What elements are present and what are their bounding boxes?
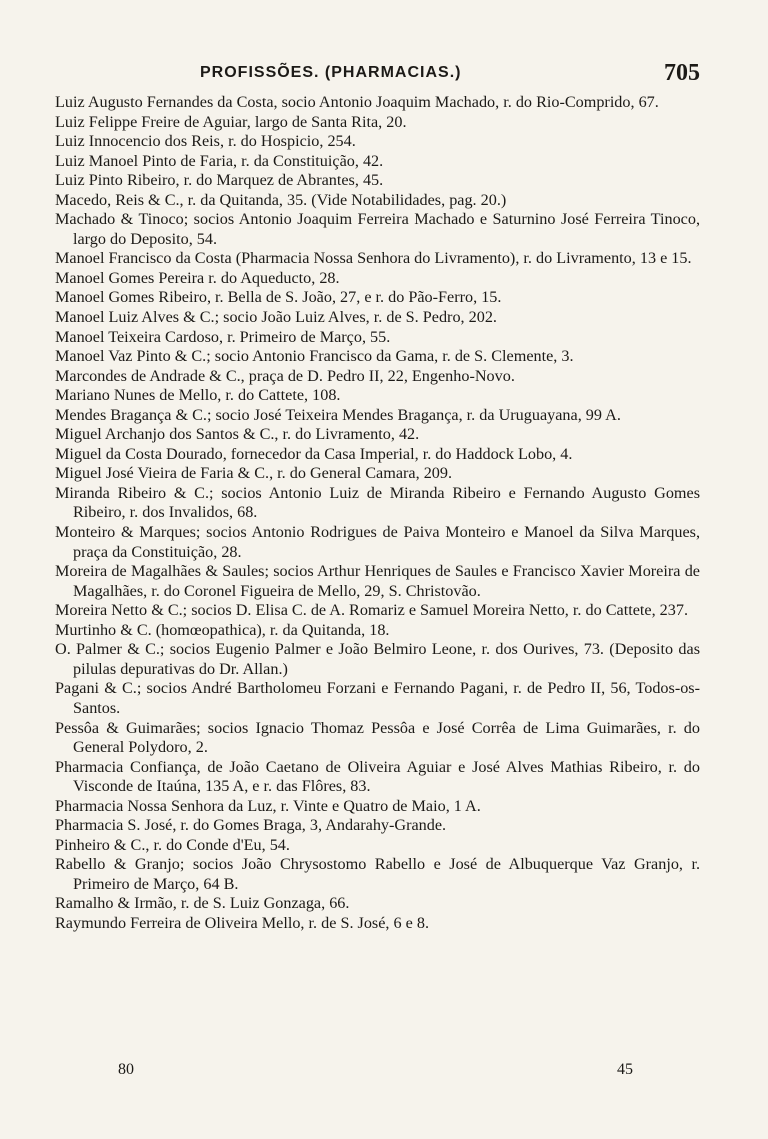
- margin-smudge: [730, 80, 760, 160]
- list-item: Mendes Bragança & C.; socio José Teixeira Mendes Bragança, r. da Uruguayana, 99 A.: [55, 405, 621, 424]
- list-item: Miguel José Vieira de Faria & C., r. do General Camara, 209.: [55, 464, 453, 483]
- list-item: Luiz Felippe Freire de Aguiar, largo de Santa Rita, 20.: [55, 112, 407, 131]
- list-item: Pharmacia Nossa Senhora da Luz, r. Vinte e Quatro de Maio, 1 A.: [55, 796, 481, 815]
- directory-list: [55, 93, 700, 934]
- list-item: Pharmacia S. José, r. do Gomes Braga, 3, Andarahy-Grande.: [55, 816, 447, 835]
- list-item: Pagani & C.; socios André Bartholomeu Forzani e Fernando Pagani, r. de Pedro II, 56, Todos-os-Santos.: [55, 679, 700, 717]
- list-item: Miguel Archanjo dos Santos & C., r. do Livramento, 42.: [55, 425, 420, 444]
- list-item: Manoel Vaz Pinto & C.; socio Antonio Francisco da Gama, r. de S. Clemente, 3.: [55, 347, 574, 366]
- list-item: Mariano Nunes de Mello, r. do Cattete, 108.: [55, 386, 341, 405]
- list-item: Manoel Gomes Pereira r. do Aqueducto, 28.: [55, 268, 340, 287]
- list-item: Luiz Augusto Fernandes da Costa, socio Antonio Joaquim Machado, r. do Rio-Comprido, 67.: [55, 93, 659, 111]
- list-item: Pessôa & Guimarães; socios Ignacio Thomaz Pessôa e José Corrêa de Lima Guimarães, r. do General Polydoro, 2.: [55, 718, 700, 757]
- page-header: [200, 60, 700, 90]
- list-item: Marcondes de Andrade & C., praça de D. Pedro II, 22, Engenho-Novo.: [55, 366, 515, 385]
- list-item: Murtinho & C. (homœopathica), r. da Quitanda, 18.: [55, 620, 390, 639]
- list-item: Raymundo Ferreira de Oliveira Mello, r. de S. José, 6 e 8.: [55, 913, 430, 932]
- list-item: Luiz Pinto Ribeiro, r. do Marquez de Abrantes, 45.: [55, 171, 384, 190]
- list-item: Moreira de Magalhães & Saules; socios Arthur Henriques de Saules e Francisco Xavier Moreira de Magalhães, r. do Coronel Figueira de Mello, 29, S. Christovão.: [55, 562, 700, 600]
- page-number: 705: [664, 60, 700, 86]
- list-item: Manoel Francisco da Costa (Pharmacia Nossa Senhora do Livramento), r. do Livramento, 13 e 15.: [55, 249, 692, 268]
- list-item: Pinheiro & C., r. do Conde d'Eu, 54.: [55, 835, 290, 854]
- list-item: Luiz Innocencio dos Reis, r. do Hospicio, 254.: [55, 132, 356, 151]
- list-item: Monteiro & Marques; socios Antonio Rodrigues de Paiva Monteiro e Manoel da Silva Marques, praça da Constituição, 28.: [55, 523, 700, 561]
- list-item: Manoel Luiz Alves & C.; socio João Luiz Alves, r. de S. Pedro, 202.: [55, 308, 497, 327]
- section-title: PROFISSÕES. (PHARMACIAS.): [200, 64, 462, 81]
- footer-right-number: 45: [617, 1061, 633, 1078]
- list-item: Machado & Tinoco; socios Antonio Joaquim Ferreira Machado e Saturnino José Ferreira Tinoco, largo do Deposito, 54.: [55, 210, 700, 248]
- list-item: O. Palmer & C.; socios Eugenio Palmer e João Belmiro Leone, r. dos Ourives, 73. (Deposito das pilulas depurativas do Dr. Allan.): [55, 640, 700, 678]
- list-item: Rabello & Granjo; socios João Chrysostomo Rabello e José de Albuquerque Vaz Granjo, r. Primeiro de Março, 64 B.: [55, 855, 700, 893]
- footer-left-number: 80: [118, 1061, 134, 1078]
- list-item: Miguel da Costa Dourado, fornecedor da Casa Imperial, r. do Haddock Lobo, 4.: [55, 444, 573, 463]
- list-item: Luiz Manoel Pinto de Faria, r. da Constituição, 42.: [55, 151, 384, 170]
- list-item: Macedo, Reis & C., r. da Quitanda, 35. (Vide Notabilidades, pag. 20.): [55, 190, 507, 209]
- list-item: Manoel Gomes Ribeiro, r. Bella de S. João, 27, e r. do Pão-Ferro, 15.: [55, 288, 502, 307]
- list-item: Ramalho & Irmão, r. de S. Luiz Gonzaga, 66.: [55, 894, 350, 913]
- list-item: Manoel Teixeira Cardoso, r. Primeiro de Março, 55.: [55, 327, 391, 346]
- list-item: Miranda Ribeiro & C.; socios Antonio Luiz de Miranda Ribeiro e Fernando Augusto Gomes Ribeiro, r. dos Invalidos, 68.: [55, 483, 700, 522]
- list-item: Pharmacia Confiança, de João Caetano de Oliveira Aguiar e José Alves Mathias Ribeiro, r. do Visconde de Itaúna, 135 A, e r. das Flôres, 83.: [55, 757, 700, 796]
- list-item: Moreira Netto & C.; socios D. Elisa C. de A. Romariz e Samuel Moreira Netto, r. do Cattete, 237.: [55, 601, 688, 620]
